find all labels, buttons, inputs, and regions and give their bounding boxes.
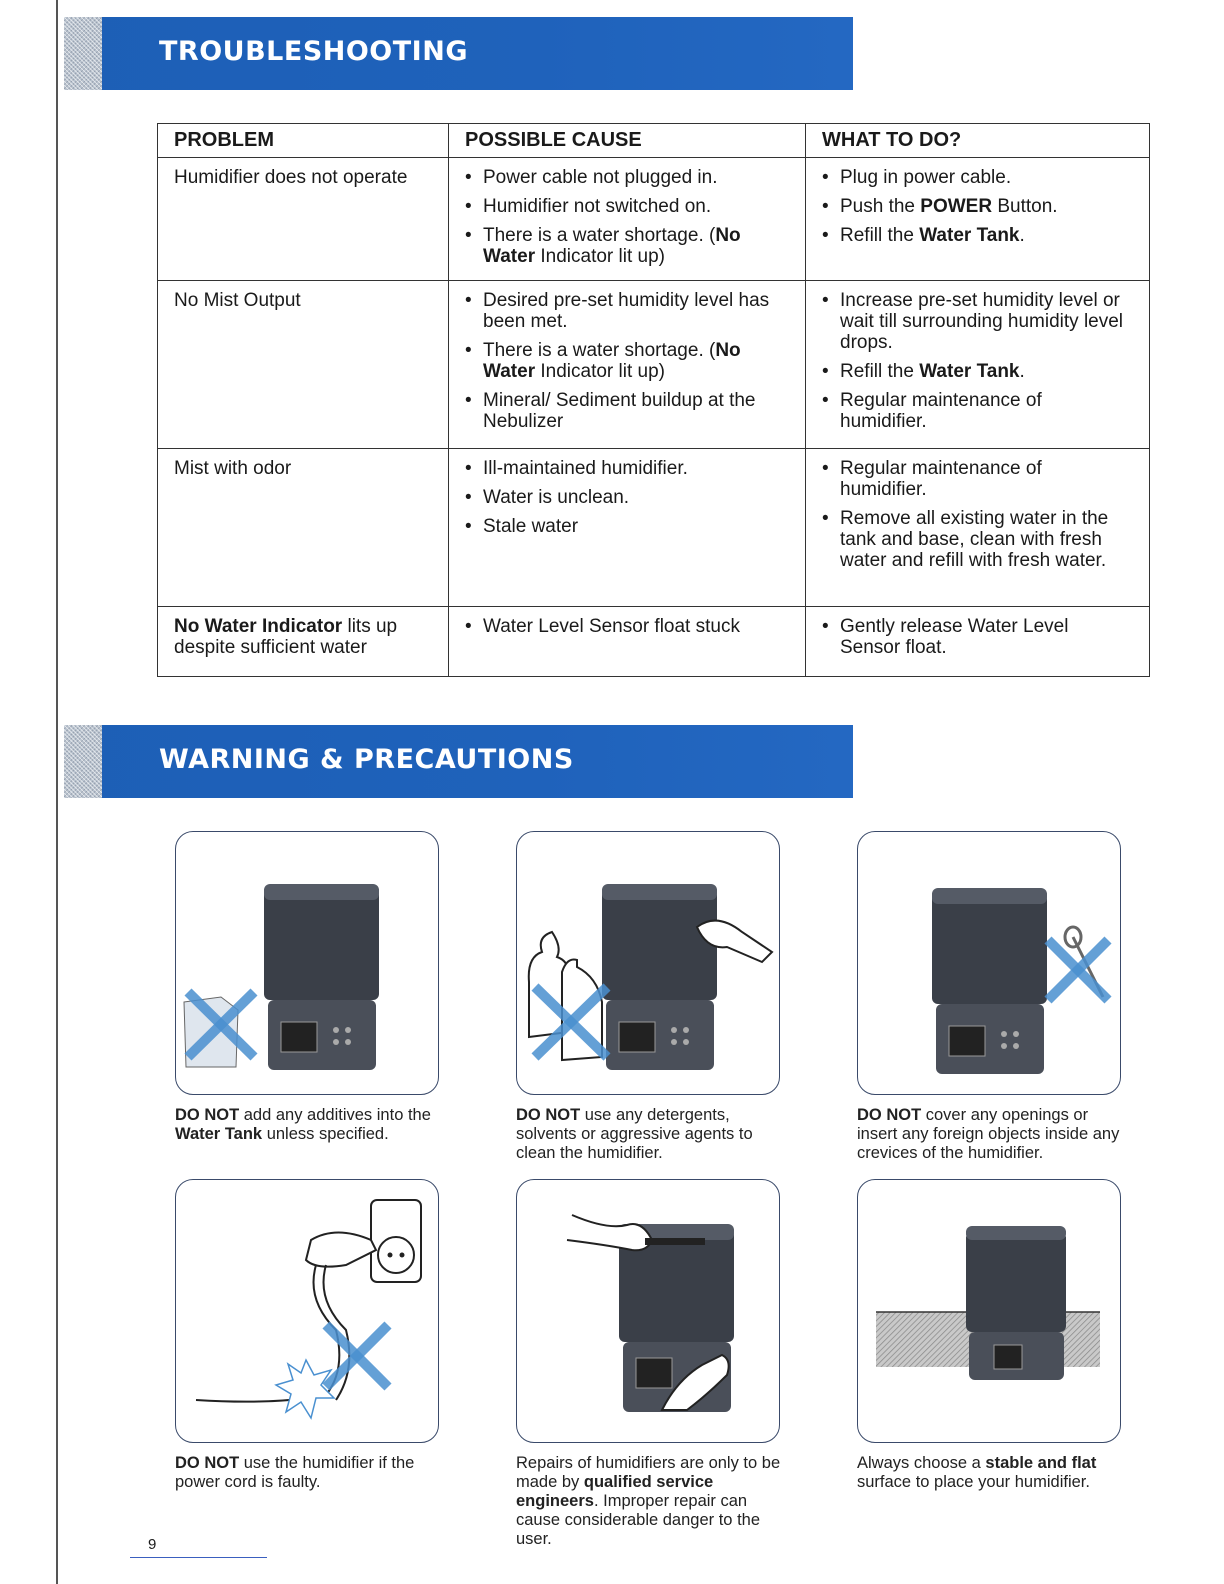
caption-bold: DO NOT	[175, 1106, 240, 1124]
cause-list	[465, 458, 789, 537]
action-list	[822, 167, 1133, 246]
action-cell	[806, 158, 1150, 281]
cause-cell	[449, 607, 806, 677]
cause-cell	[449, 449, 806, 607]
service-repair-illustration	[517, 1180, 779, 1442]
cause-item	[465, 196, 789, 217]
item-text: Refill the	[840, 361, 920, 382]
action-list	[822, 290, 1133, 432]
warning-card-openings	[857, 831, 1121, 1095]
problem-text: lits up despite sufficient water	[174, 616, 398, 658]
cause-list	[465, 290, 789, 432]
action-item	[822, 458, 1133, 500]
caption-text: use any detergents, solvents or aggressive agents to clean the humidifier.	[516, 1106, 753, 1162]
cause-item	[465, 167, 789, 188]
problem-bold: No Water Indicator	[174, 616, 343, 637]
item-text: Plug in power cable.	[840, 167, 1012, 188]
table-row	[158, 449, 1150, 607]
warning-card-cord	[175, 1179, 439, 1443]
warning-caption-3	[857, 1106, 1127, 1163]
item-text: Power cable not plugged in.	[483, 167, 718, 188]
warning-card-detergents	[516, 831, 780, 1095]
cause-item	[465, 487, 789, 508]
cause-item	[465, 458, 789, 479]
item-text: Remove all existing water in the tank and base, clean with fresh water and refill with fresh water.	[840, 508, 1109, 571]
item-text-post: Indicator lit up)	[535, 246, 665, 267]
action-item	[822, 196, 1133, 217]
page-number: 9	[148, 1536, 157, 1553]
troubleshooting-title: TROUBLESHOOTING	[159, 36, 468, 67]
warning-caption-2	[516, 1106, 786, 1163]
item-text: Stale water	[483, 516, 579, 537]
item-bold: No Water	[483, 225, 741, 267]
item-text-post: .	[1019, 361, 1025, 382]
warning-caption-1	[175, 1106, 445, 1144]
caption-text: Repairs of humidifiers are only to be made by	[516, 1454, 781, 1491]
item-bold: Water Tank	[919, 361, 1020, 382]
caption-text: cover any openings or insert any foreign objects inside any crevices of the humidifier.	[857, 1106, 1120, 1162]
item-bold: Water Tank	[919, 225, 1020, 246]
warning-title: WARNING & PRECAUTIONS	[159, 744, 574, 775]
action-item	[822, 225, 1133, 246]
action-cell	[806, 281, 1150, 449]
caption-bold: qualified service engineers	[516, 1473, 714, 1510]
warning-card-repair	[516, 1179, 780, 1443]
problem-cell	[158, 449, 449, 607]
item-text-post: Indicator lit up)	[535, 361, 665, 382]
cause-item	[465, 390, 789, 432]
item-text-post: .	[1019, 225, 1025, 246]
problem-cell	[158, 281, 449, 449]
cause-item	[465, 516, 789, 537]
cause-item	[465, 340, 789, 382]
item-text: There is a water shortage. (	[483, 225, 716, 246]
cause-list	[465, 167, 789, 267]
caption-bold: DO NOT	[857, 1106, 922, 1124]
item-bold: No Water	[483, 340, 741, 382]
no-additives-illustration	[176, 832, 438, 1094]
caption-text: add any additives into the	[239, 1106, 431, 1124]
header-action: WHAT TO DO?	[806, 124, 1150, 158]
item-text: Mineral/ Sediment buildup at the Nebulizer	[483, 390, 756, 432]
no-detergents-illustration	[517, 832, 779, 1094]
item-text: Gently release Water Level Sensor float.	[840, 616, 1069, 658]
cause-item	[465, 616, 789, 637]
action-cell	[806, 607, 1150, 677]
item-text: Increase pre-set humidity level or wait till surrounding humidity level drops.	[840, 290, 1124, 353]
warning-card-additives	[175, 831, 439, 1095]
item-text: Humidifier not switched on.	[483, 196, 712, 217]
header-cause: POSSIBLE CAUSE	[449, 124, 806, 158]
item-text: Desired pre-set humidity level has been met.	[483, 290, 770, 332]
item-text: Ill-maintained humidifier.	[483, 458, 688, 479]
cause-item	[465, 225, 789, 267]
troubleshooting-banner	[64, 17, 853, 90]
warning-caption-5	[516, 1454, 786, 1549]
action-cell	[806, 449, 1150, 607]
caption-text: Always choose a	[857, 1454, 986, 1472]
page-footer-rule	[130, 1557, 267, 1558]
banner-texture	[64, 17, 102, 90]
warning-banner	[64, 725, 853, 798]
action-item	[822, 616, 1133, 658]
no-foreign-objects-illustration	[858, 832, 1120, 1094]
item-bold: POWER	[920, 196, 993, 217]
action-item	[822, 290, 1133, 353]
flat-surface-illustration	[858, 1180, 1120, 1442]
action-item	[822, 390, 1133, 432]
action-item	[822, 167, 1133, 188]
cause-item	[465, 290, 789, 332]
troubleshooting-table	[157, 123, 1150, 677]
problem-text: No Mist Output	[174, 290, 301, 311]
problem-cell	[158, 607, 449, 677]
item-text: Push the	[840, 196, 921, 217]
action-item	[822, 361, 1133, 382]
action-list	[822, 616, 1133, 658]
warning-caption-6	[857, 1454, 1127, 1492]
caption-text: . Improper repair can cause considerable danger to the user.	[516, 1492, 761, 1548]
header-problem: PROBLEM	[158, 124, 449, 158]
item-text: Water is unclean.	[483, 487, 630, 508]
caption-bold: DO NOT	[175, 1454, 240, 1472]
caption-text: unless specified.	[262, 1125, 389, 1143]
caption-bold: Water Tank	[175, 1125, 263, 1143]
warning-caption-4	[175, 1454, 445, 1492]
warning-card-surface	[857, 1179, 1121, 1443]
cause-list	[465, 616, 789, 637]
item-text-post: Button.	[992, 196, 1058, 217]
item-text: Water Level Sensor float stuck	[483, 616, 740, 637]
troubleshooting-body	[158, 158, 1150, 677]
table-row	[158, 607, 1150, 677]
action-item	[822, 508, 1133, 571]
caption-bold: stable and flat	[985, 1454, 1097, 1472]
page-margin-rule	[56, 0, 58, 1584]
action-list	[822, 458, 1133, 571]
item-text: Regular maintenance of humidifier.	[840, 458, 1042, 500]
item-text: There is a water shortage. (	[483, 340, 716, 361]
cause-cell	[449, 281, 806, 449]
item-text: Refill the	[840, 225, 920, 246]
problem-text: Mist with odor	[174, 458, 292, 479]
faulty-cord-illustration	[176, 1180, 438, 1442]
cause-cell	[449, 158, 806, 281]
table-row	[158, 281, 1150, 449]
table-header-row	[158, 124, 1150, 158]
caption-text: use the humidifier if the power cord is faulty.	[175, 1454, 415, 1491]
table-row	[158, 158, 1150, 281]
item-text: Regular maintenance of humidifier.	[840, 390, 1042, 432]
banner-texture	[64, 725, 102, 798]
problem-text: Humidifier does not operate	[174, 167, 408, 188]
caption-text: surface to place your humidifier.	[857, 1473, 1090, 1491]
caption-bold: DO NOT	[516, 1106, 581, 1124]
problem-cell	[158, 158, 449, 281]
